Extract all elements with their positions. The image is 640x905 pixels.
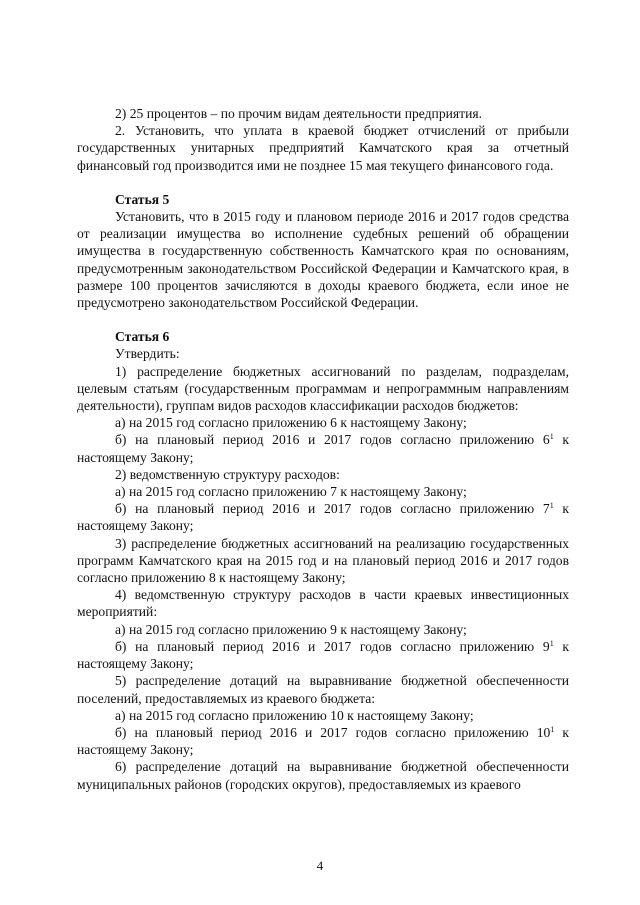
item-4b-text: б) на плановый период 2016 и 2017 годов согласно приложению 9 xyxy=(115,638,550,654)
item-2b-tail: к настоящему Закону; xyxy=(77,501,569,534)
item-5b-text: б) на плановый период 2016 и 2017 годов согласно приложению 10 xyxy=(115,724,551,740)
article-6-item-2b xyxy=(77,500,569,534)
article-6-intro: Утвердить: xyxy=(115,346,180,362)
article-6-item-4b xyxy=(77,638,569,672)
article-6-item-5b xyxy=(77,724,569,758)
article-6-item-5a: а) на 2015 год согласно приложению 10 к настоящему Закону; xyxy=(115,707,474,723)
article-5-heading: Статья 5 xyxy=(115,191,170,207)
article-5-text: Установить, что в 2015 году и плановом периоде 2016 и 2017 годов средства от реализации имущества во исполнение судебных решений об обращении имущества в государственную собственность Камчатского края по основаниям, предусмотренным законодательством Российской Федерации и Камчатского края, в размере 100 процентов зачисляются в доходы краевого бюджета, если иное не предусмотрено законодательством Российской Федерации. xyxy=(77,209,569,311)
item-2b-text: б) на плановый период 2016 и 2017 годов согласно приложению 7 xyxy=(115,501,550,517)
article-6-item-2: 2) ведомственную структуру расходов: xyxy=(115,466,340,482)
item-5b-tail: к настоящему Закону; xyxy=(77,724,569,758)
item-1b-superscript: 1 xyxy=(549,432,554,442)
article-6-item-3: 3) распределение бюджетных ассигнований на реализацию государственных программ Камчатского края на 2015 год и на плановый период 2016 и 2017 годов согласно приложению 8 к настоящему Закону; xyxy=(77,535,569,586)
paragraph-clause-2: 2. Установить, что уплата в краевой бюджет отчислений от прибыли государственных унитарных предприятий Камчатского края за отчетный финансовый год производится ими не позднее 15 мая текущего финансового года. xyxy=(77,123,569,173)
article-6-item-4a: а) на 2015 год согласно приложению 9 к настоящему Закону; xyxy=(115,621,467,637)
page-number: 4 xyxy=(316,858,324,873)
article-6-item-1a: а) на 2015 год согласно приложению 6 к настоящему Закону; xyxy=(115,415,467,431)
article-6-item-2a: а) на 2015 год согласно приложению 7 к настоящему Закону; xyxy=(115,484,467,500)
spacer xyxy=(77,174,569,191)
article-6-heading: Статья 6 xyxy=(115,329,170,345)
item-4b-superscript: 1 xyxy=(549,638,554,648)
document-body xyxy=(77,105,569,793)
article-6-item-1: 1) распределение бюджетных ассигнований по разделам, подразделам, целевым статьям (государственным программам и непрограммным направлениям деятельности), группам видов расходов классификации расходов бюджетов: xyxy=(77,363,569,414)
paragraph-item-2-25-percent: 2) 25 процентов – по прочим видам деятельности предприятия. xyxy=(115,106,483,121)
spacer xyxy=(77,311,569,328)
item-4b-tail: к настоящему Закону; xyxy=(77,638,569,672)
article-6-item-6: 6) распределение дотаций на выравнивание бюджетной обеспеченности муниципальных районов (городских округов), предоставляемых из краевого xyxy=(77,759,569,792)
item-5b-superscript: 1 xyxy=(550,724,555,734)
item-1b-text: б) на плановый период 2016 и 2017 годов согласно приложению 6 xyxy=(115,432,550,448)
article-6-item-5: 5) распределение дотаций на выравнивание бюджетной обеспеченности поселений, предоставляемых из краевого бюджета: xyxy=(77,673,569,706)
item-1b-tail: к настоящему Закону; xyxy=(77,432,569,465)
article-6-item-4: 4) ведомственную структуру расходов в части краевых инвестиционных мероприятий: xyxy=(77,587,569,620)
article-6-item-1b xyxy=(77,431,569,465)
item-2b-superscript: 1 xyxy=(549,501,554,511)
